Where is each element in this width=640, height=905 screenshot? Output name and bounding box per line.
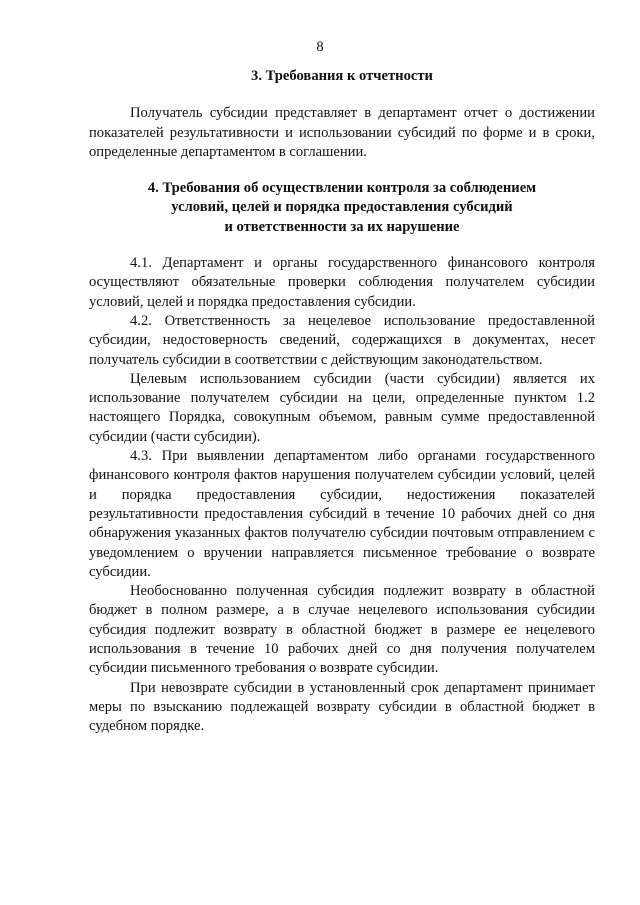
clause-4-1-paragraph: 4.1. Департамент и органы государственного финансового контроля осуществляют обязательные проверки соблюдения получателем субсидии условий, целей и порядка предоставления субсидии. (89, 255, 595, 310)
section-3-paragraph: Получатель субсидии представляет в департамент отчет о достижении показателей результативности и использовании субсидий по форме и в сроки, определенные департаментом в соглашении. (89, 105, 595, 160)
document-body (89, 67, 595, 737)
target-use-paragraph: Целевым использованием субсидии (части субсидии) является их использование получателем субсидии на цели, определенные пунктом 1.2 настоящего Порядка, совокупным объемом, равным сумме предоставленной субсидии (части субсидии). (89, 370, 595, 445)
section-4-heading-line: 4. Требования об осуществлении контроля за соблюдением (147, 180, 537, 197)
refund-paragraph: Необоснованно полученная субсидия подлежит возврату в областной бюджет в полном размере, а в случае нецелевого использования субсидии субсидия подлежит возврату в областной бюджет в размере ее нецелевого использования в течение 10 рабочих дней со дня получения получателем субсидии письменного требования о возврате субсидии. (89, 583, 595, 677)
section-4-heading-line: условий, целей и порядка предоставления субсидий (171, 199, 513, 216)
page-number: 8 (316, 39, 324, 55)
clause-4-2-paragraph: 4.2. Ответственность за нецелевое использование предоставленной субсидии, недостоверность сведений, содержащихся в документах, несет получатель субсидии в соответствии с действующим законодательством. (89, 312, 595, 368)
section-4-heading (89, 179, 595, 237)
section-3-heading: 3. Требования к отчетности (251, 68, 433, 84)
non-refund-paragraph: При невозврате субсидии в установленный срок департамент принимает меры по взысканию подлежащей возврату субсидии в областной бюджет в судебном порядке. (89, 679, 595, 735)
clause-4-3-paragraph: 4.3. При выявлении департаментом либо органами государственного финансового контроля фактов нарушения получателем субсидии условий, целей и порядка предоставления субсидии, недостижения показателей результативности предоставления субсидий в течение 10 рабочих дней со дня обнаружения указанных фактов получателю субсидии почтовым отправлением с уведомлением о вручении направляется письменное требование о возврате субсидии. (89, 448, 595, 580)
section-4-heading-line: и ответственности за их нарушение (224, 218, 460, 235)
